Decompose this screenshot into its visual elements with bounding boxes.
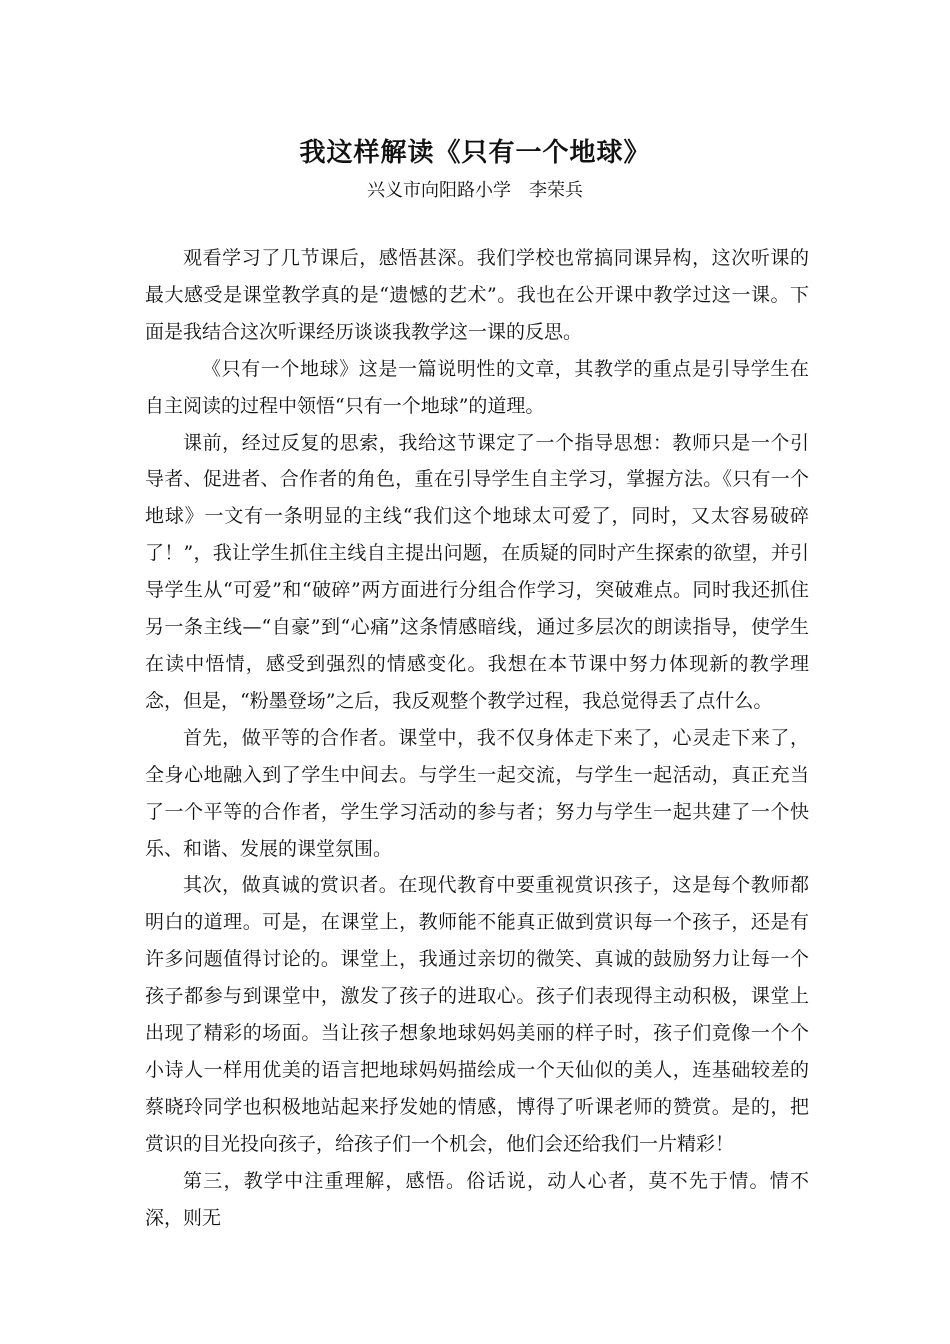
- paragraph: 观看学习了几节课后，感悟甚深。我们学校也常搞同课异构，这次听课的最大感受是课堂教学真的是“遗憾的艺术”。我也在公开课中教学过这一课。下面是我结合这次听课经历谈谈我教学这一课的反思。: [145, 247, 809, 343]
- paragraph: 《只有一个地球》这是一篇说明性的文章，其教学的重点是引导学生在自主阅读的过程中领悟“只有一个地球”的道理。: [145, 357, 809, 417]
- document-title: 我这样解读《只有一个地球》: [299, 138, 651, 168]
- paragraph: 第三，教学中注重理解，感悟。俗话说，动人心者，莫不先于情。情不深，则无: [145, 1169, 809, 1229]
- document-body: [145, 240, 809, 1236]
- author-school: 兴义市向阳路小学: [367, 180, 511, 201]
- author-byline: [0, 176, 950, 202]
- paragraph: 其次，做真诚的赏识者。在现代教育中要重视赏识孩子，这是每个教师都明白的道理。可是，在课堂上，教师能不能真正做到赏识每一个孩子，还是有许多问题值得讨论的。课堂上，我通过亲切的微笑、真诚的鼓励努力让每一个孩子都参与到课堂中，激发了孩子的进取心。孩子们表现得主动积极，课堂上出现了精彩的场面。当让孩子想象地球妈妈美丽的样子时，孩子们竟像一个个小诗人一样用优美的语言把地球妈妈描绘成一个天仙似的美人，连基础较差的蔡晓玲同学也积极地站起来抒发她的情感，博得了听课老师的赞赏。是的，把赏识的目光投向孩子，给孩子们一个机会，他们会还给我们一片精彩！: [145, 874, 809, 1155]
- paragraph: 课前，经过反复的思索，我给这节课定了一个指导思想：教师只是一个引导者、促进者、合作者的角色，重在引导学生自主学习，掌握方法。《只有一个地球》一文有一条明显的主线“我们这个地球太可爱了，同时，又太容易破碎了！”，我让学生抓住主线自主提出问题，在质疑的同时产生探索的欲望，并引导学生从“可爱”和“破碎”两方面进行分组合作学习，突破难点。同时我还抓住另一条主线—“自豪”到“心痛”这条情感暗线，通过多层次的朗读指导，使学生在读中悟情，感受到强烈的情感变化。我想在本节课中努力体现新的教学理念，但是，“粉墨登场”之后，我反观整个教学过程，我总觉得丢了点什么。: [145, 431, 809, 712]
- author-name: 李荣兵: [529, 180, 583, 201]
- paragraph: 首先，做平等的合作者。课堂中，我不仅身体走下来了，心灵走下来了，全身心地融入到了学生中间去。与学生一起交流，与学生一起活动，真正充当了一个平等的合作者，学生学习活动的参与者；努力与学生一起共建了一个快乐、和谐、发展的课堂氛围。: [145, 726, 809, 860]
